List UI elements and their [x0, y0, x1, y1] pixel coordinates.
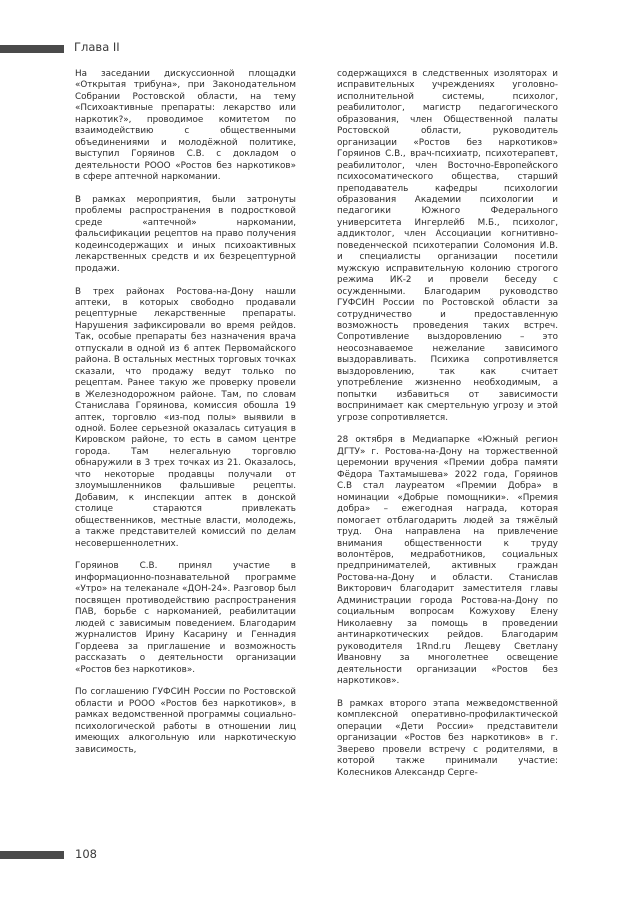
footer-bar [0, 851, 64, 859]
right-column [337, 69, 558, 791]
paragraph: В рамках второго этапа межведомственной комплексной оперативно-профилактической операции «Дети России» представители организации «Ростов без наркотиков» в г. Зверево провели встречу с родителями, в которой также принимали участие: Колесников Александр Серге- [337, 698, 558, 778]
paragraph: содержащихся в следственных изоляторах и исправительных учреждениях уголовно-исполнительной системы, психолог, реабилитолог, магистр педагогического образования, член Общественной палаты Ростовской области, руководитель организации «Ростов без наркотиков» Горяинов С.В., врач-психиатр, психотерапевт, реабилитолог, член Восточно-Европейского психосоматического общества, старший преподаватель кафедры психологии образования Академии психологии и педагогики Южного Федерального университета Ингерлейб М.Б., психолог, аддиктолог, член Ассоциации когнитивно-поведенческой психотерапии Соломония И.В. и специалисты организации посетили мужскую исправительную колонию строгого режима ИК-2 и провели беседу с осужденными. Благодарим руководство ГУФСИН России по Ростовской области за сотрудничество и предоставленную возможность проведения таких встреч. Сопротивление выздоровлению – это неосознаваемое нежелание зависимого выздоравливать. Психика сопротивляется выздоровлению, так как считает употребление жизненно необходимым, а попытки избавиться от зависимости воспринимает как смертельную угрозу и этой угрозе сопротивляется. [337, 69, 558, 423]
header-bar [0, 45, 64, 53]
paragraph: На заседании дискуссионной площадки «Открытая трибуна», при Законодательном Собрании Ростовской области, на тему «Психоактивные препараты: лекарство или наркотик?», проводимое комитетом по взаимодействию с общественными объединениями и молодёжной политике, выступил Горяинов С.В. с докладом о деятельности РООО «Ростов без наркотиков» в сфере аптечной наркомании. [75, 69, 296, 183]
page-number: 108 [75, 847, 97, 861]
left-column [75, 69, 296, 768]
paragraph: В трех районах Ростова-на-Дону нашли аптеки, в которых свободно продавали рецептурные лекарственные препараты. Нарушения зафиксировали во время рейдов. Так, особые препараты без назначения врача отпускали в одной из 6 аптек Первомайского района. В остальных местных торговых точках сказали, что продажу ведут только по рецептам. Ранее такую же проверку провели в Железнодорожном районе. Там, по словам Станислава Горяинова, комиссия обошла 19 аптек, торговлю «из-под полы» выявили в одной. Более серьезной оказалась ситуация в Кировском районе, то есть в самом центре города. Там нелегальную торговлю обнаружили в 3 трех точках из 21. Оказалось, что некоторые продавцы получали от злоумышленников фальшивые рецепты. Добавим, к инспекции аптек в донской столице стараются привлекать общественников, местные власти, молодежь, а также представителей комиссий по делам несовершеннолетних. [75, 286, 296, 549]
chapter-title: Глава II [74, 40, 120, 54]
paragraph: 28 октября в Медиапарке «Южный регион ДГТУ» г. Ростова-на-Дону на торжественной церемонии вручения «Премии добра памяти Фёдора Тахтамышева» 2022 года, Горяинов С.В стал лауреатом «Премии Добра» в номинации «Добрые помощники». «Премия добра» – ежегодная награда, которая помогает отблагодарить людей за тяжёлый труд. Она направлена на привлечение внимания общественности к труду волонтёров, медработников, социальных предпринимателей, активных граждан Ростова-на-Дону и области. Станислав Викторович благодарит заместителя главы Администрации города Ростова-на-Дону по социальным вопросам Кожухову Елену Николаевну за помощь в проведении антинаркотических рейдов. Благодарим руководителя 1Rnd.ru Лещеву Светлану Ивановну за многолетнее освещение деятельности организации «Ростов без наркотиков». [337, 435, 558, 686]
paragraph: В рамках мероприятия, были затронуты проблемы распространения в подростковой среде «аптечной» наркомании, фальсификации рецептов на право получения кодеинсодержащих и иных психоактивных лекарственных средств и их безрецептурной продажи. [75, 194, 296, 274]
paragraph: Горяинов С.В. принял участие в информационно-познавательной программе «Утро» на телеканале «ДОН-24». Разговор был посвящен противодействию распространения ПАВ, борьбе с наркоманией, реабилитации людей с зависимым поведением. Благодарим журналистов Ирину Касарину и Геннадия Гордеева за приглашение и возможность рассказать о деятельности организации «Ростов без наркотиков». [75, 561, 296, 675]
paragraph: По соглашению ГУФСИН России по Ростовской области и РООО «Ростов без наркотиков», в рамках ведомственной программы социально-психологической работы в отношении лиц имеющих алкогольную или наркотическую зависимость, [75, 687, 296, 755]
